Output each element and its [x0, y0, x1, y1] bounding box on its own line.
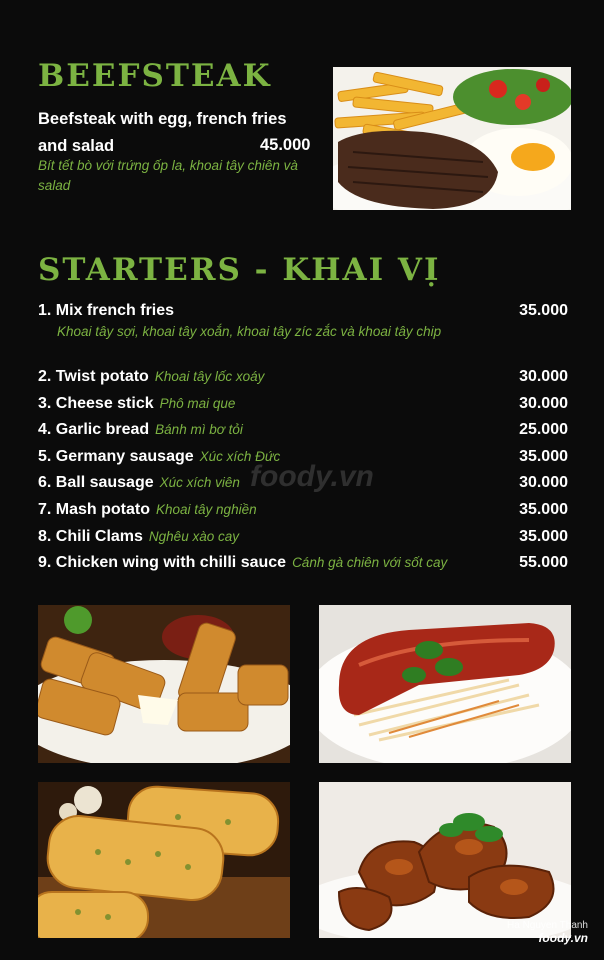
item-name: 6. Ball sausage	[38, 474, 154, 492]
item-vi: Phô mai que	[159, 395, 236, 411]
item-price: 35.000	[519, 500, 568, 518]
credit-author: Ha Nguyen Thanh	[507, 920, 588, 931]
garlic-bread-photo	[38, 782, 290, 938]
item-name: 4. Garlic bread	[38, 421, 150, 439]
sausage-photo	[319, 605, 571, 763]
list-item	[38, 419, 568, 446]
item-name: 9. Chicken wing with chilli sauce	[38, 554, 287, 572]
item-vi: Nghêu xào cay	[148, 528, 239, 544]
item-price: 35.000	[519, 302, 568, 319]
starters-list	[38, 300, 568, 579]
beefsteak-name: Beefsteak with egg, french fries and salad	[38, 110, 287, 155]
item-name: 2. Twist potato	[38, 368, 149, 385]
list-item	[38, 366, 568, 393]
beefsteak-photo	[333, 67, 571, 210]
item-vi: Khoai tây sợi, khoai tây xoắn, khoai tây zíc zắc và khoai tây chip	[57, 324, 442, 339]
list-item	[38, 300, 568, 366]
cheese-stick-photo	[38, 605, 290, 763]
item-vi: Cánh gà chiên với sốt cay	[292, 555, 448, 571]
photo-credit	[507, 920, 588, 944]
chicken-wing-photo	[319, 782, 571, 938]
list-item	[38, 499, 568, 526]
beefsteak-heading: BEEFSTEAK	[38, 58, 272, 94]
beefsteak-vi: Bít tết bò với trứng ốp la, khoai tây chiên và salad	[38, 158, 298, 193]
starters-heading: STARTERS - KHAI VỊ	[38, 252, 441, 288]
item-name: 3. Cheese stick	[38, 394, 154, 412]
item-vi: Xúc xích Đức	[199, 448, 281, 464]
item-price: 30.000	[519, 394, 568, 412]
item-price: 30.000	[519, 474, 568, 492]
list-item	[38, 552, 568, 579]
item-price: 35.000	[519, 447, 568, 465]
item-name: 5. Germany sausage	[38, 447, 194, 465]
item-name: 7. Mash potato	[38, 500, 151, 518]
item-vi: Khoai tây nghiền	[156, 501, 257, 517]
watermark: foody.vn	[250, 460, 374, 493]
item-price: 35.000	[519, 527, 568, 545]
item-price: 25.000	[519, 421, 568, 439]
item-vi: Bánh mì bơ tỏi	[155, 422, 243, 438]
item-vi: Xúc xích viên	[159, 475, 240, 491]
credit-brand: foody.vn	[538, 931, 588, 945]
item-price: 55.000	[519, 554, 568, 572]
list-item	[38, 526, 568, 553]
item-name: 1. Mix french fries	[38, 302, 175, 319]
item-name: 8. Chili Clams	[38, 527, 143, 545]
item-vi: Khoai tây lốc xoáy	[154, 369, 265, 384]
beefsteak-price: 45.000	[260, 136, 311, 154]
list-item	[38, 393, 568, 420]
item-price: 30.000	[519, 368, 568, 385]
